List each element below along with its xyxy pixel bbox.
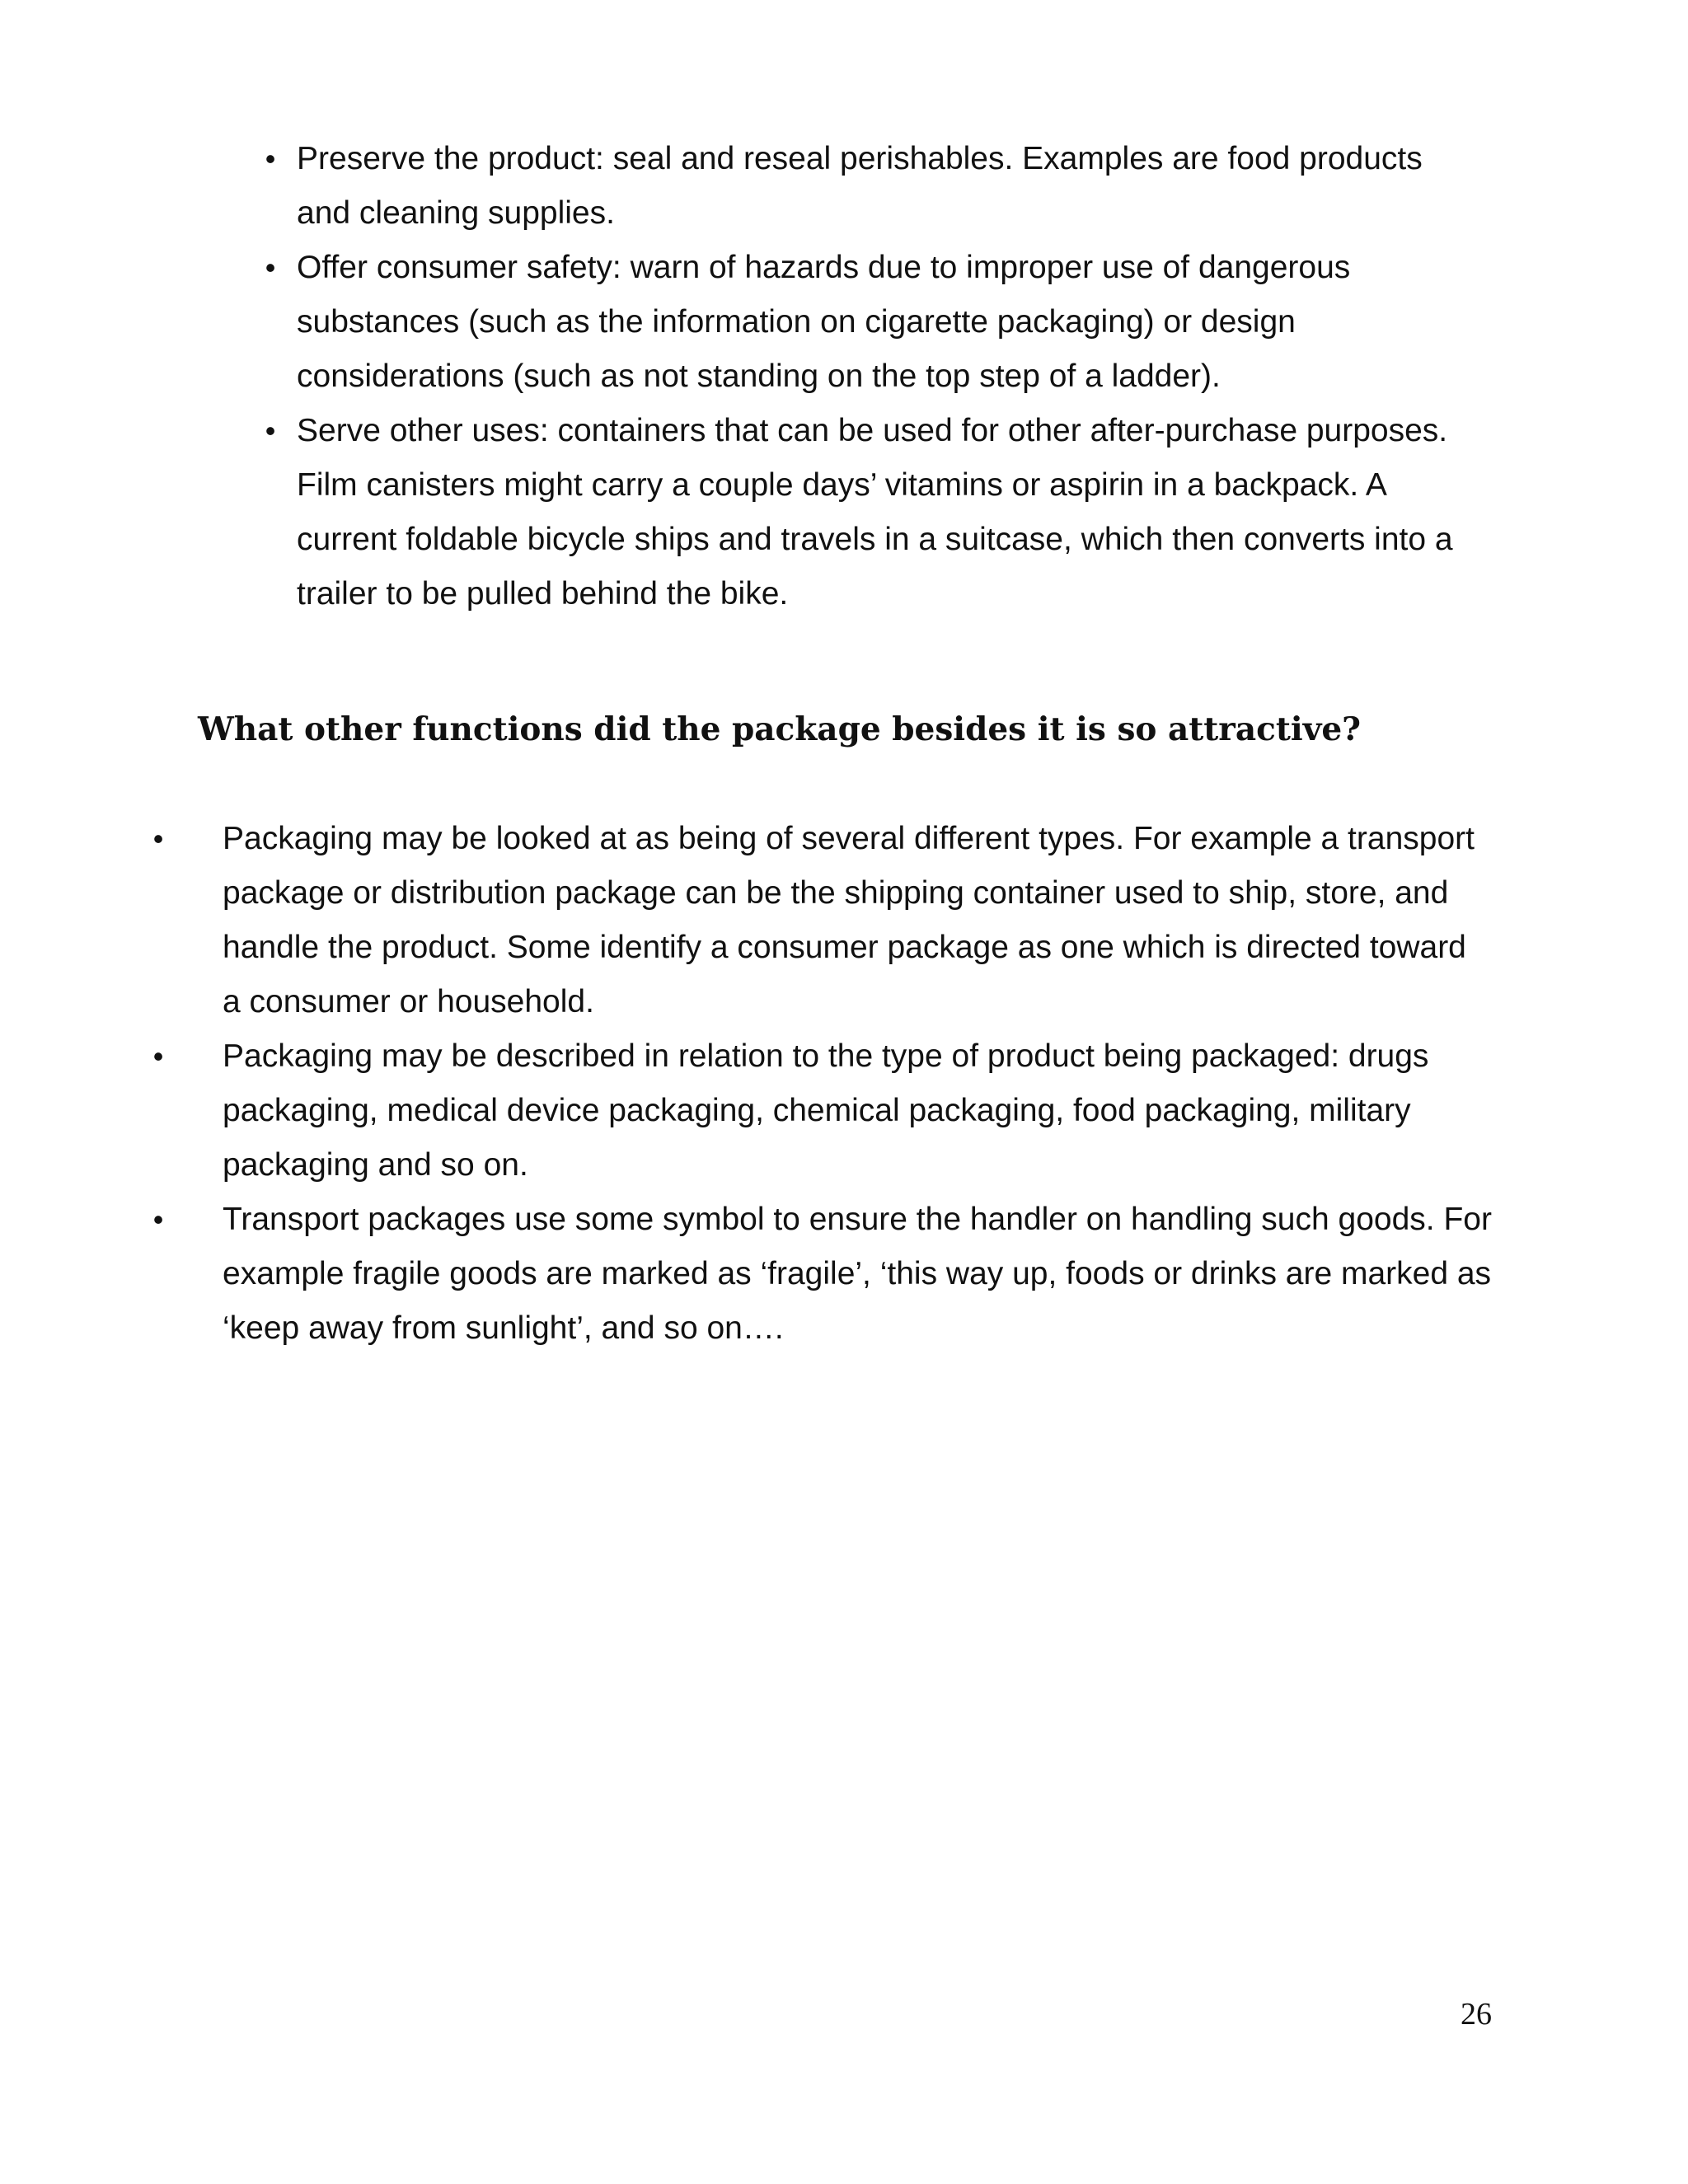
list-item <box>152 1193 1492 1356</box>
list-item <box>152 1029 1492 1193</box>
list-item <box>152 812 1492 1029</box>
bullet-list-top <box>265 132 1484 621</box>
section-heading: What other functions did the package besides it is so attractive? <box>198 710 1362 748</box>
page-number: 26 <box>1461 1997 1492 2032</box>
bullet-icon: • <box>265 251 276 284</box>
bullet-icon: • <box>152 1202 164 1236</box>
bullet-icon: • <box>152 822 164 855</box>
list-item-text: Offer consumer safety: warn of hazards due to improper use of dangerous substances (such as the information on cigarette packaging) or design considerations (such as not standing on the top step of a ladder). <box>297 250 1351 394</box>
list-item-text: Preserve the product: seal and reseal perishables. Examples are food products and cleaning supplies. <box>297 141 1423 231</box>
list-item <box>265 404 1484 621</box>
list-item-text: Transport packages use some symbol to ensure the handler on handling such goods. For example fragile goods are marked as ‘fragile’, ‘this way up, foods or drinks are marked as ‘keep away from sunlight’, and so on…. <box>223 1202 1492 1346</box>
bullet-icon: • <box>152 1039 164 1073</box>
list-item <box>265 241 1484 404</box>
bullet-icon: • <box>265 142 276 176</box>
list-item-text: Packaging may be described in relation to the type of product being packaged: drugs packaging, medical device packaging, chemical packaging, food packaging, military packaging and so on. <box>223 1038 1429 1183</box>
list-item-text: Packaging may be looked at as being of several different types. For example a transport package or distribution package can be the shipping container used to ship, store, and handle the product. Some identify a consumer package as one which is directed toward a consumer or household. <box>223 821 1475 1019</box>
bullet-icon: • <box>265 414 276 448</box>
list-item-text: Serve other uses: containers that can be used for other after-purchase purposes. Film canisters might carry a couple days’ vitamins or aspirin in a backpack. A current foldable bicycle ships and travels in a suitcase, which then converts into a trailer to be pulled behind the bike. <box>297 413 1453 612</box>
bullet-list-bottom <box>152 812 1492 1356</box>
list-item <box>265 132 1484 241</box>
